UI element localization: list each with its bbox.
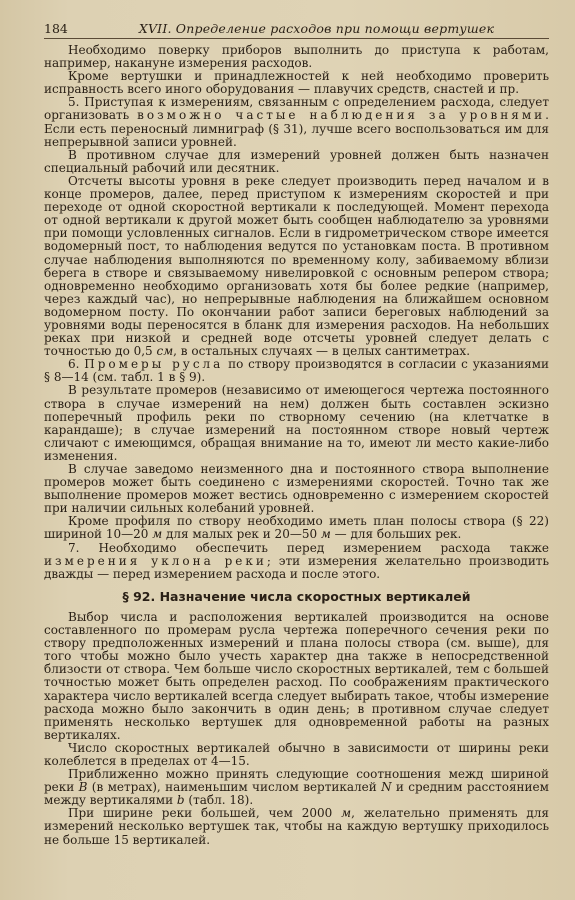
spaced-emphasis: возможно частые наблюдения за уровнями	[137, 108, 546, 123]
text-run: , в остальных случаях — в целых сантиметрах.	[173, 344, 471, 359]
paragraph: В противном случае для измерений уровней должен быть назначен специальный рабочий или десятник.	[44, 147, 549, 175]
paragraph	[44, 768, 549, 807]
symbol: N	[381, 780, 392, 795]
unit: м	[152, 527, 163, 542]
text-run: 7. Необходимо обеспечить перед измерением расхода также	[68, 540, 549, 555]
spaced-emphasis: измерения уклона реки	[44, 553, 267, 568]
symbol: b	[176, 793, 185, 808]
text-run: 5. Приступая к измерениям, связанным с определением расхода, следует организовать	[44, 95, 549, 123]
page-number: 184	[44, 21, 68, 36]
text-run: При ширине реки большей, чем 2000	[68, 806, 342, 821]
text-run: по створу производятся в согласии с указаниями § 8—14 (см. табл. 1 в § 9).	[44, 357, 550, 385]
paragraph	[44, 542, 549, 581]
text-run: 6.	[68, 357, 85, 372]
running-title: XVII. Определение расходов при помощи вертушек	[138, 21, 495, 36]
paragraph	[44, 358, 549, 384]
page-body	[44, 44, 549, 847]
text-run: и средним расстоянием между вертикалями	[44, 780, 549, 808]
running-header	[44, 22, 549, 39]
paragraph	[44, 515, 549, 541]
paragraph: Число скоростных вертикалей обычно в зависимости от ширины реки колеблется в пределах от 4—15.	[44, 740, 549, 768]
paragraph: Необходимо поверку приборов выполнить до приступа к работам, например, накануне измерения расходов.	[44, 43, 549, 71]
paragraph: В результате промеров (независимо от имеющегося чертежа постоянного створа в случае измерений на нем) должен быть составлен эскизно поперечный профиль реки по створному сечению (на клетчатке в карандаше); в случае измерений на постоянном створе новый чертеж сличают с имеющимся, обращая внимание на то, имеют ли место какие-либо изменения.	[44, 383, 549, 463]
paragraph: В случае заведомо неизменного дна и постоянного створа выполнение промеров может быть соединено с измерениями скоростей. Точно так же выполнение промеров может вестись одновременно с измерением скоростей при наличии сильных колебаний уровней.	[44, 462, 549, 516]
text-run: . Если есть переносный лимниграф (§ 31), лучше всего воспользоваться им для непрерывной записи уровней.	[44, 108, 549, 149]
text-run: (табл. 18).	[184, 793, 254, 808]
text-run: Отсчеты высоты уровня в реке следует производить перед началом и в конце промеров, далее, перед приступом к измерениям скоростей и при переходе от одной скоростной вертикали к последующей. Момент перехода от одной вертикали к другой может быть сообщен наблюдателю за уровнями при помощи условленных сигналов. Если в гидрометрическом створе имеется водомерный пост, то наблюдения ведутся по установкам поста. В противном случае наблюдения выполняются по временному колу, забиваемому вблизи берега в створе и связываемому нивелировкой с основным репером створа; одновременно необходимо организовать хотя бы более редкие (например, через каждый час), но непрерывные наблюдения на ближайшем основном водомерном посту. По окончании работ записи береговых наблюдений за уровнями воды переносятся в бланк для измерения расходов. На небольших реках при низкой и средней воде отсчеты уровней следует делать с точностью до 0,5	[44, 173, 549, 359]
paragraph	[44, 807, 549, 846]
unit: см	[156, 344, 174, 359]
text-run: для малых рек и 20—50	[162, 527, 321, 542]
paragraph: Выбор числа и расположения вертикалей производится на основе составленного по промерам русла чертежа поперечного сечения реки по створу предположенных измерений и плана полосы створа (см. выше), для того чтобы можно было учесть характер дна также в непосредственной близости от створа. Чем больше число скоростных вертикалей, тем с большей точностью может быть определен расход. По соображениям практического характера число вертикалей всегда следует выбирать такое, чтобы измерение расхода можно было закончить в один день; в противном случае следует применять несколько вертушек для одновременной работы на разных вертикалях.	[44, 609, 549, 742]
paragraph	[44, 96, 549, 148]
symbol: B	[78, 780, 88, 795]
paragraph: Кроме вертушки и принадлежностей к ней необходимо проверить исправность всего иного оборудования — плавучих средств, снастей и пр.	[44, 69, 549, 97]
text-run: Приближенно можно принять следующие соотношения межд шириной реки	[44, 767, 549, 795]
text-run: (в метрах), наименьшим числом вертикалей	[87, 780, 382, 795]
spaced-emphasis: Промеры русла	[84, 357, 224, 372]
unit: м	[341, 806, 352, 821]
unit: м	[320, 527, 331, 542]
text-run: ; эти измерения желательно производить дважды — перед измерением расхода и после этого.	[44, 553, 549, 581]
text-run: , желательно применять для измерений несколько вертушек так, чтобы на каждую вертушку приходилось не больше 15 вертикалей.	[44, 806, 549, 847]
text-run: — для больших рек.	[330, 527, 462, 542]
section-title: § 92. Назначение числа скоростных вертикалей	[122, 588, 471, 604]
paragraph	[44, 175, 549, 358]
text-run: Кроме профиля по створу необходимо иметь план полосы створа (§ 22) шириной 10—20	[44, 514, 549, 542]
